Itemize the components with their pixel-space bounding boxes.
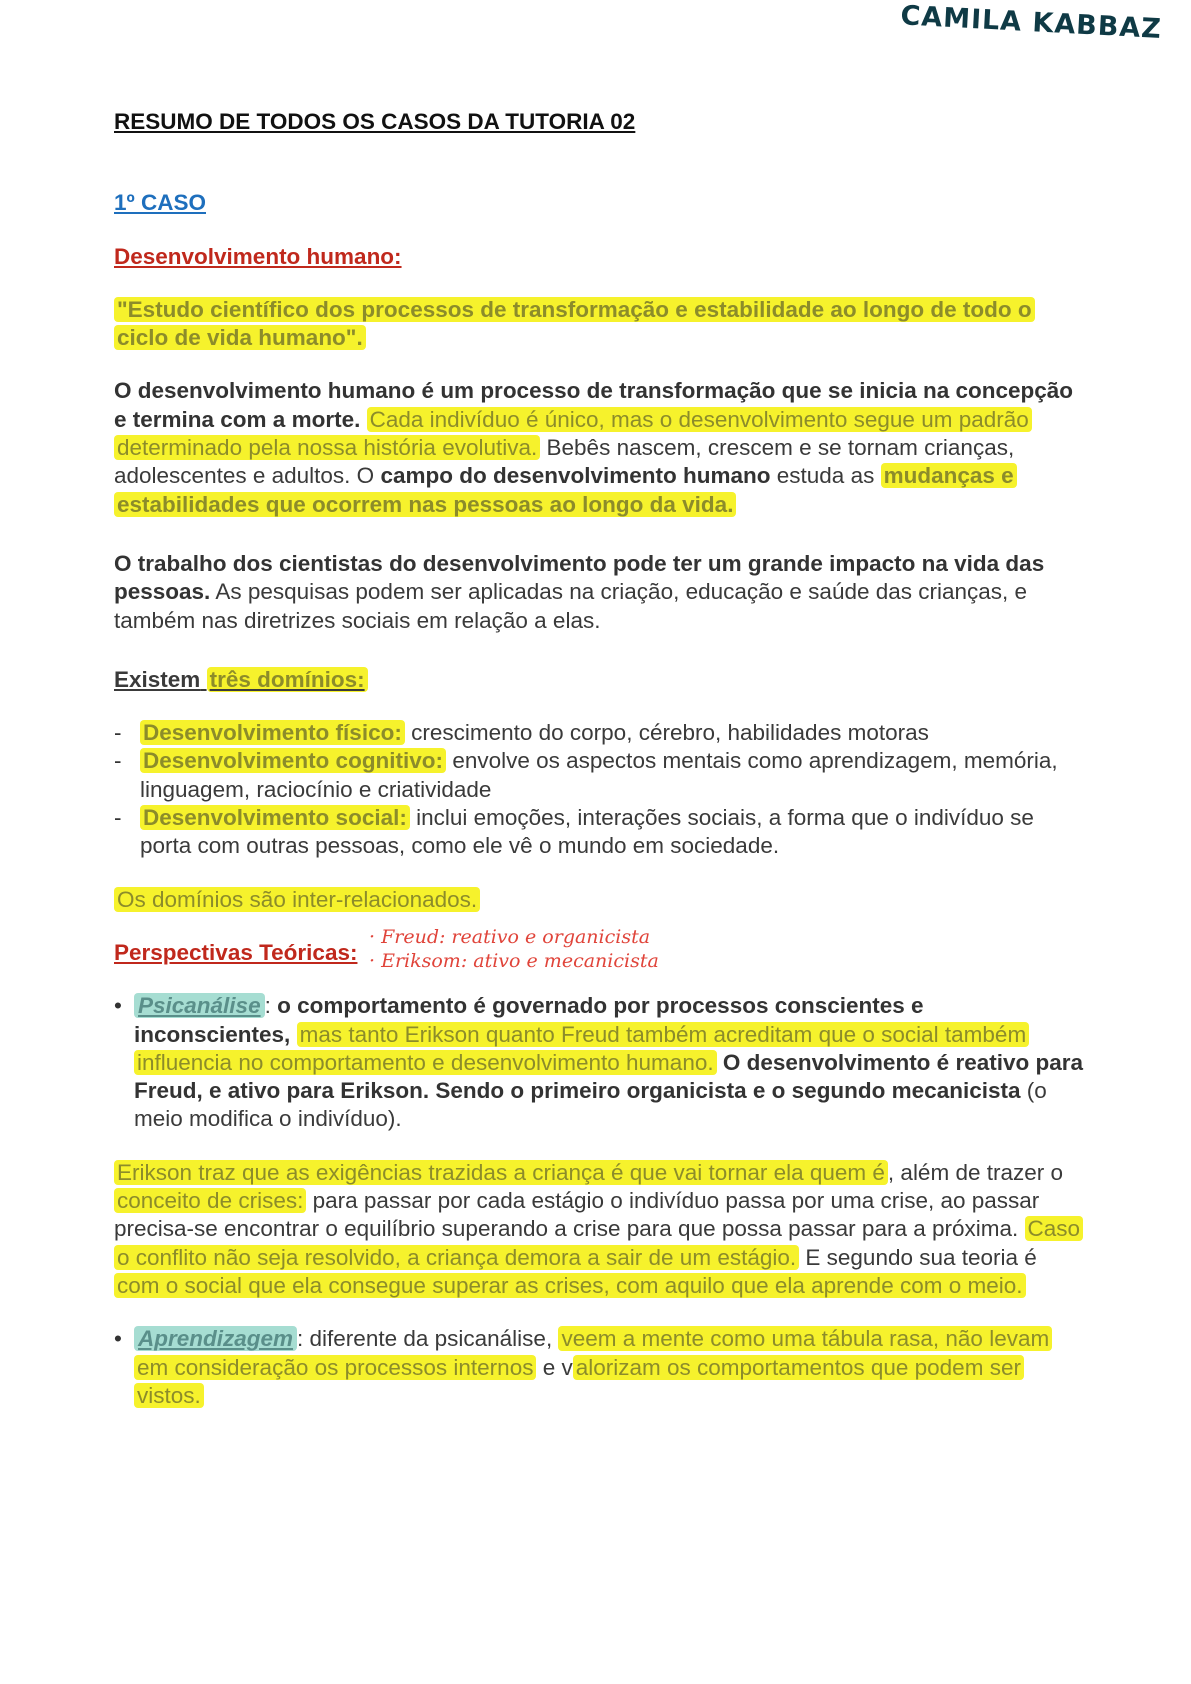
case-heading: 1º CASO [114, 190, 206, 216]
domains-heading: Existem três domínios: [114, 666, 1084, 694]
definition-quote: "Estudo científico dos processos de transformação e estabilidade ao longo de todo o ciclo de vida humano". [114, 296, 1084, 353]
paragraph-erikson: Erikson traz que as exigências trazidas a criança é que vai tornar ela quem é , além de trazer o conceito de crises: para passar por cada estágio o indivíduo passa por uma crise, ao passar precisa-se encontrar o equilíbrio superando a crise para que possa passar para a próxima. Caso o conflito não seja resolvido, a criança demora a sair de um estágio. E segundo sua teoria é com o social que ela consegue superar as crises, com aquilo que ela aprende com o meio. [114, 1159, 1084, 1300]
list-item: - Desenvolvimento social: inclui emoções, interações sociais, a forma que o indivíduo se porta com outras pessoas, como ele vê o mundo em sociedade. [114, 804, 1084, 861]
perspectives-heading: Perspectivas Teóricas: [114, 939, 358, 965]
list-item: • Aprendizagem : diferente da psicanálise, veem a mente como uma tábula rasa, não levam em consideração os processos internos e v alorizam os comportamentos que podem ser vistos. [114, 1325, 1084, 1410]
aprendizagem-bullet [114, 1325, 1084, 1410]
handwritten-note: · Freud: reativo e organicista · Eriksom: ativo e mecanicista [369, 925, 659, 972]
author-signature: CAMILA KABBAZ [900, 0, 1163, 45]
psicanalise-bullet [114, 992, 1084, 1133]
list-item: • Psicanálise : o comportamento é governado por processos conscientes e inconscientes, mas tanto Erikson quanto Freud também acreditam que o social também influencia no comportamento e desenvolvimento humano. O desenvolvimento é reativo para Freud, e ativo para Erikson. Sendo o primeiro organicista e o segundo mecanicista (o meio modifica o indivíduo). [114, 992, 1084, 1133]
document-page [114, 108, 1084, 1410]
domains-list [114, 719, 1084, 860]
domains-closing: Os domínios são inter-relacionados. [114, 886, 1084, 914]
document-title: RESUMO DE TODOS OS CASOS DA TUTORIA 02 [114, 109, 636, 134]
list-item: - Desenvolvimento físico: crescimento do corpo, cérebro, habilidades motoras [114, 719, 1084, 747]
paragraph-intro: O desenvolvimento humano é um processo de transformação que se inicia na concepção e termina com a morte. Cada indivíduo é único, mas o desenvolvimento segue um padrão determinado pela nossa história evolutiva. Bebês nascem, crescem e se tornam crianças, adolescentes e adultos. O campo do desenvolvimento humano estuda as mudanças e estabilidades que ocorrem nas pessoas ao longo da vida. [114, 378, 1074, 517]
perspectives-heading-row [114, 925, 1084, 972]
paragraph-impact: O trabalho dos cientistas do desenvolvimento pode ter um grande impacto na vida das pessoas. As pesquisas podem ser aplicadas na criação, educação e saúde das crianças, e também nas diretrizes sociais em relação a elas. [114, 550, 1045, 633]
list-item: - Desenvolvimento cognitivo: envolve os aspectos mentais como aprendizagem, memória, linguagem, raciocínio e criatividade [114, 747, 1084, 804]
section-heading-desenvolvimento: Desenvolvimento humano: [114, 243, 402, 269]
